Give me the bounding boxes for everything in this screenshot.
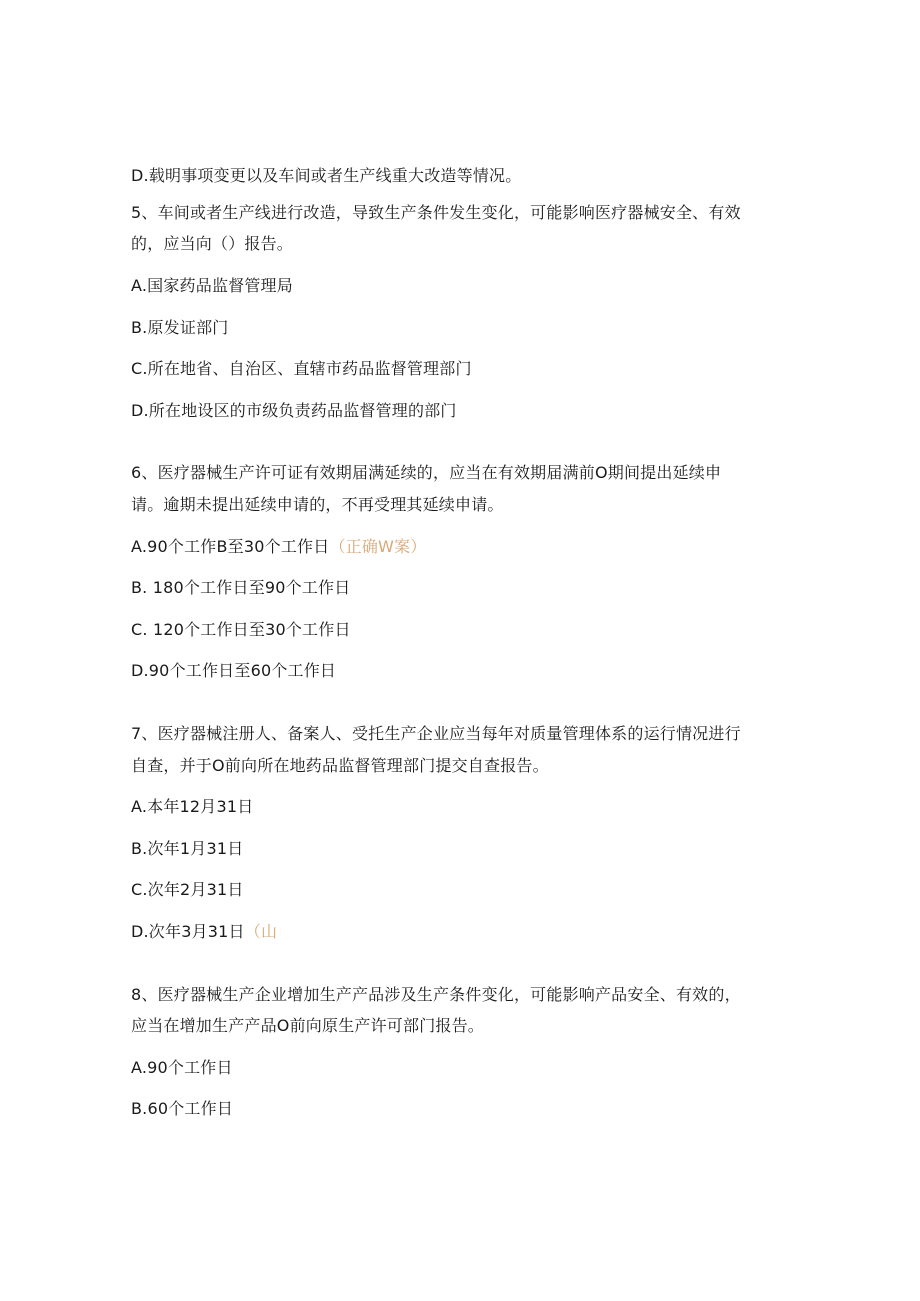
q6-option-a: [131, 537, 426, 557]
q4-option-d: D.载明事项变更以及车间或者生产线重大改造等情况。: [131, 166, 522, 185]
q5-stem-line2: 的，应当向（）报告。: [131, 234, 294, 253]
q8-stem-line1: 8、医疗器械生产企业增加生产产品涉及生产条件变化，可能影响产品安全、有效的，: [131, 985, 741, 1004]
q5-option-b: B.原发证部门: [131, 318, 229, 337]
q8-stem-line2: 应当在增加生产产品O前向原生产许可部门报告。: [131, 1016, 484, 1035]
q6-option-a-text: A.90个工作B至30个工作日: [131, 537, 330, 556]
q6-option-c: C. 120个工作日至30个工作日: [131, 620, 351, 639]
q7-option-c: C.次年2月31日: [131, 880, 244, 899]
q5-option-c: C.所在地省、自治区、直辖市药品监督管理部门: [131, 359, 472, 378]
q5-option-d: D.所在地设区的市级负责药品监督管理的部门: [131, 401, 457, 420]
q8-option-a: A.90个工作日: [131, 1058, 233, 1077]
q7-option-d: [131, 922, 277, 942]
q7-option-b: B.次年1月31日: [131, 839, 244, 858]
q6-option-d: D.90个工作日至60个工作日: [131, 661, 337, 680]
q7-option-d-text: D.次年3月31日: [131, 922, 245, 941]
q6-option-b: B. 180个工作日至90个工作日: [131, 578, 351, 597]
q7-answer-note: （山: [244, 922, 278, 941]
q7-stem-line1: 7、医疗器械注册人、备案人、受托生产企业应当每年对质量管理体系的运行情况进行: [131, 724, 741, 743]
q8-option-b: B.60个工作日: [131, 1099, 234, 1118]
q7-option-a: A.本年12月31日: [131, 797, 254, 816]
q5-stem-line1: 5、车间或者生产线进行改造，导致生产条件发生变化，可能影响医疗器械安全、有效: [131, 203, 741, 222]
q6-answer-note: （正确W案）: [329, 537, 427, 556]
q6-stem-line1: 6、医疗器械生产许可证有效期届满延续的，应当在有效期届满前O期间提出延续申: [131, 463, 722, 482]
q5-option-a: A.国家药品监督管理局: [131, 276, 293, 295]
q7-stem-line2: 自查，并于O前向所在地药品监督管理部门提交自查报告。: [131, 756, 549, 775]
q6-stem-line2: 请。逾期未提出延续申请的，不再受理其延续申请。: [131, 495, 504, 514]
